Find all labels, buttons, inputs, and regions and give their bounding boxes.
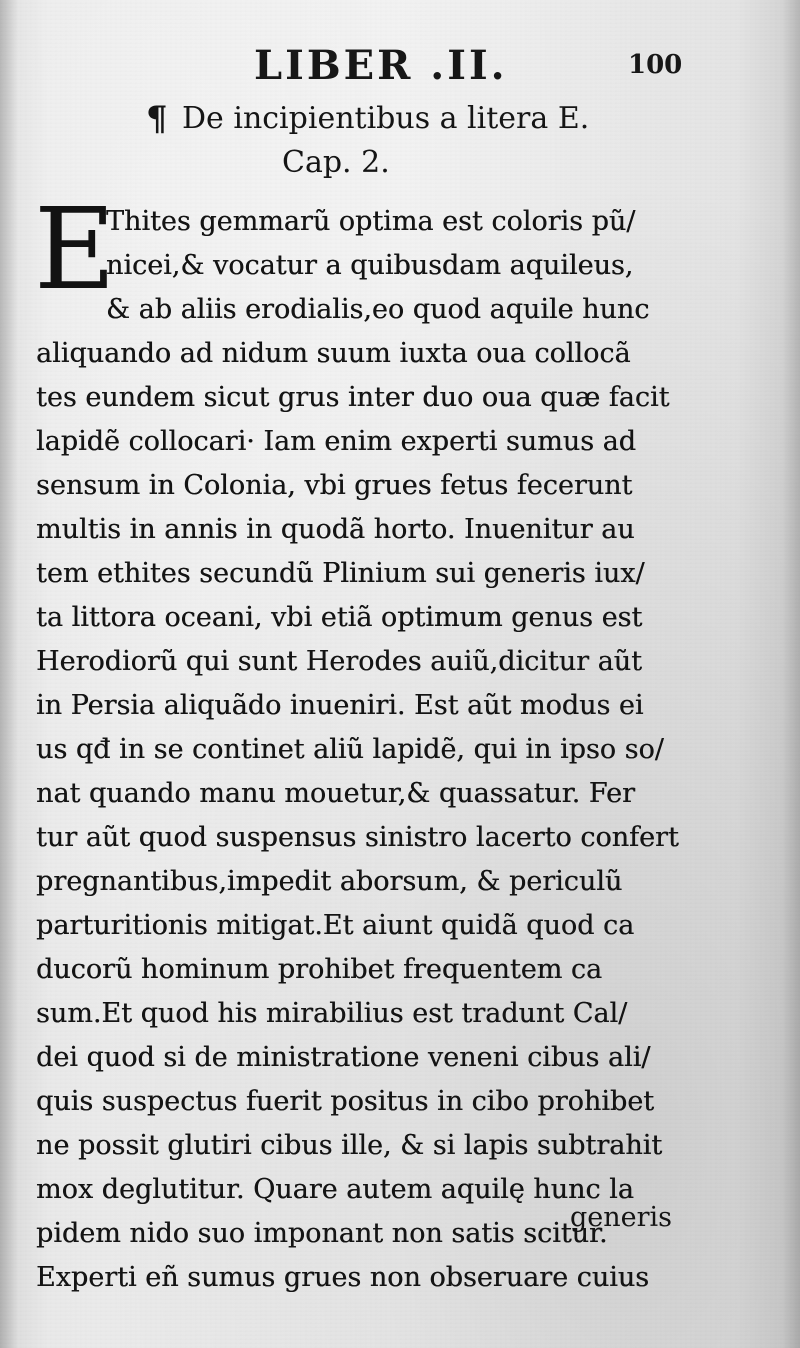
text-line: sensum in Colonia, vbi grues fetus fecerunt: [36, 470, 633, 501]
running-title: LIBER .II.: [254, 42, 508, 89]
heading-line: De incipientibus a litera E.: [182, 101, 590, 136]
text-line: dei quod si de ministratione veneni cibus ali/: [36, 1042, 651, 1073]
chapter-number: Cap. 2.: [282, 145, 390, 180]
text-line: ne possit glutiri cibus ille, & si lapis subtrahit: [36, 1130, 663, 1161]
text-block: [34, 185, 696, 1293]
text-line: nat quando manu mouetur,& quassatur. Fer: [36, 778, 635, 809]
text-line: multis in annis in quodã horto. Inuenitur au: [36, 514, 635, 545]
text-line: mox deglutitur. Quare autem aquilę hunc la: [36, 1174, 634, 1205]
text-line: nicei,& vocatur a quibusdam aquileus,: [106, 250, 634, 281]
text-line: tes eundem sicut grus inter duo oua quæ facit: [36, 382, 670, 413]
pilcrow-mark: ¶: [146, 99, 168, 139]
text-line: in Persia aliquãdo inueniri. Est aũt modus ei: [36, 690, 644, 721]
dropcap-letter: E: [34, 185, 116, 315]
folio-number: 100: [628, 50, 683, 80]
catchword: generis: [570, 1202, 673, 1233]
running-head: [0, 40, 800, 90]
text-line: aliquando ad nidum suum iuxta oua collocã: [36, 338, 631, 369]
text-line: tur aũt quod suspensus sinistro lacerto confert: [36, 822, 679, 853]
text-line: pregnantibus,impedit aborsum, & periculũ: [36, 866, 623, 897]
text-line: Herodiorũ qui sunt Herodes auiũ,dicitur aũt: [36, 646, 642, 677]
chapter-heading: [146, 100, 666, 182]
text-line: pidem nido suo imponant non satis scitur.: [36, 1218, 608, 1249]
text-line: us qđ in se continet aliũ lapidẽ, qui in ipso so/: [36, 734, 664, 765]
text-line: parturitionis mitigat.Et aiunt quidã quod ca: [36, 910, 635, 941]
right-margin-shadow: [782, 0, 800, 1348]
text-line: tem ethites secundũ Plinium sui generis iux/: [36, 558, 645, 589]
text-line: sum.Et quod his mirabilius est tradunt Cal/: [36, 998, 628, 1029]
text-line: & ab aliis erodialis,eo quod aquile hunc: [106, 294, 650, 325]
text-line: quis suspectus fuerit positus in cibo prohibet: [36, 1086, 655, 1117]
text-line: ta littora oceani, vbi etiã optimum genus est: [36, 602, 643, 633]
text-line: Thites gemmarũ optima est coloris pũ/: [106, 206, 636, 237]
text-line: ducorũ hominum prohibet frequentem ca: [36, 954, 603, 985]
text-line: lapidẽ collocari· Iam enim experti sumus ad: [36, 426, 636, 457]
text-line: Experti eñ sumus grues non obseruare cuius: [36, 1262, 650, 1293]
left-margin-shadow: [0, 0, 18, 1348]
